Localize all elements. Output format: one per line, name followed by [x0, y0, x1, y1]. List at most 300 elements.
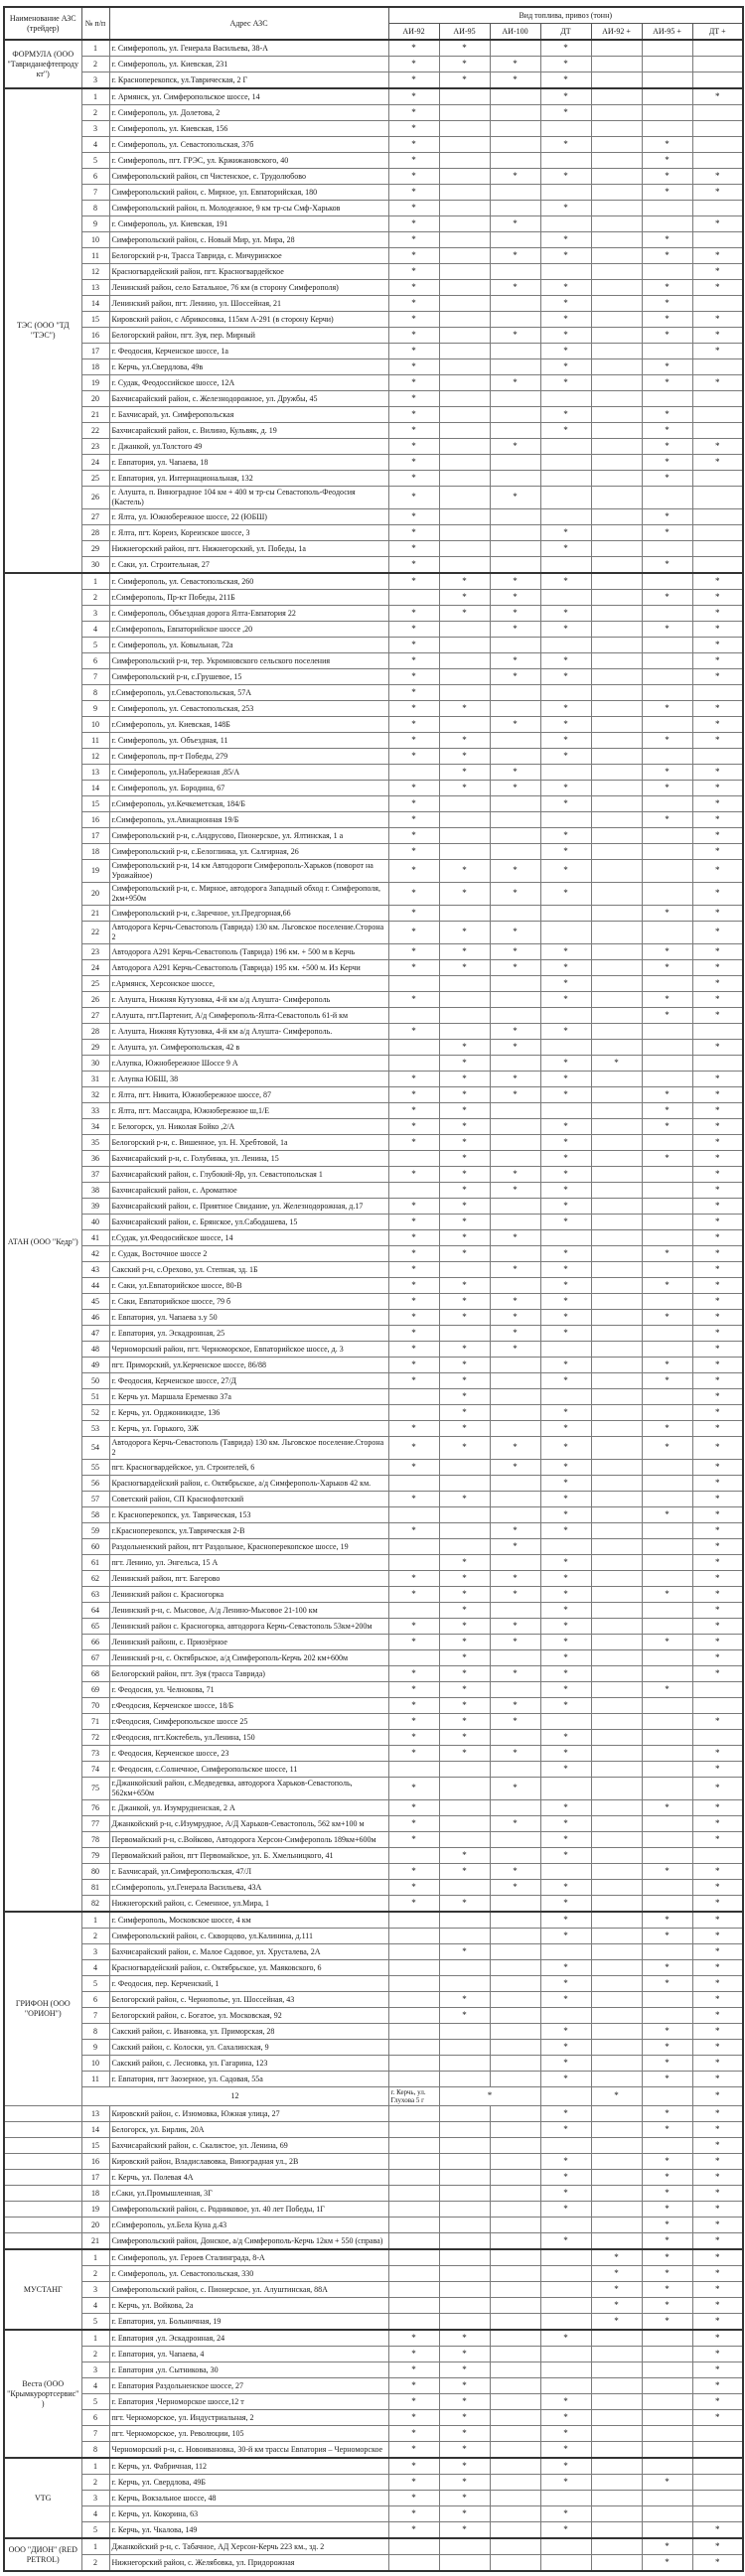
fuel-mark — [591, 922, 642, 944]
station-row-number: 4 — [81, 622, 109, 638]
fuel-mark — [692, 2491, 743, 2506]
fuel-mark — [388, 2282, 439, 2298]
fuel-mark — [388, 1151, 439, 1167]
fuel-mark: * — [439, 57, 490, 72]
fuel-mark: * — [439, 1373, 490, 1389]
fuel-mark — [642, 1714, 692, 1730]
fuel-mark: * — [439, 1199, 490, 1215]
fuel-mark: * — [642, 328, 692, 344]
fuel-mark — [439, 216, 490, 232]
fuel-mark: * — [692, 439, 743, 455]
table-row — [4, 1539, 743, 1555]
table-row — [4, 1762, 743, 1778]
fuel-mark — [591, 344, 642, 359]
fuel-mark — [591, 201, 642, 216]
station-row-number: 18 — [81, 359, 109, 375]
station-address: Автодорога А291 Керчь-Севастополь (Таврида) 196 км. + 500 м в Керчь — [109, 944, 388, 960]
fuel-mark: * — [388, 423, 439, 439]
station-address: г. Керчь, ул. Горького, 3Ж — [109, 1421, 388, 1437]
fuel-mark — [642, 749, 692, 765]
fuel-mark — [591, 1619, 642, 1635]
fuel-mark — [439, 471, 490, 487]
fuel-mark: * — [642, 1437, 692, 1460]
fuel-mark — [490, 2122, 540, 2138]
station-address: г. Джанкой, ул. Изумрудненская, 2 А — [109, 1800, 388, 1816]
fuel-mark: * — [692, 653, 743, 669]
fuel-mark — [490, 1603, 540, 1619]
fuel-mark: * — [439, 2362, 490, 2378]
fuel-mark — [692, 57, 743, 72]
table-row — [4, 2506, 743, 2522]
fuel-mark: * — [388, 2522, 439, 2539]
fuel-mark — [642, 2138, 692, 2154]
fuel-mark — [642, 1539, 692, 1555]
fuel-mark — [388, 2122, 439, 2138]
station-address: г. Красноперекопск, ул. Таврическая, 153 — [109, 1507, 388, 1523]
fuel-mark — [388, 1405, 439, 1421]
fuel-mark: * — [388, 2362, 439, 2378]
fuel-mark — [642, 606, 692, 622]
header-fuel-ai95: АИ-95 — [439, 24, 490, 41]
fuel-mark: * — [490, 573, 540, 590]
station-row-number: 69 — [81, 1682, 109, 1698]
fuel-mark — [540, 557, 591, 574]
station-address: г. Керчь ул. Маршала Еременко 37а — [109, 1389, 388, 1405]
table-row — [4, 2087, 743, 2106]
fuel-mark: * — [540, 749, 591, 765]
station-address: Красногвардейский район, с. Октябрьское, ул. Маяковского, 6 — [109, 1960, 388, 1976]
fuel-mark — [642, 1024, 692, 1040]
fuel-mark: * — [642, 2282, 692, 2298]
station-row-number: 76 — [81, 1800, 109, 1816]
table-row — [4, 487, 743, 509]
fuel-mark — [490, 2186, 540, 2202]
fuel-mark: * — [490, 328, 540, 344]
fuel-mark — [591, 1389, 642, 1405]
fuel-mark — [591, 2506, 642, 2522]
fuel-mark — [388, 2154, 439, 2170]
fuel-mark — [388, 765, 439, 781]
fuel-mark: * — [439, 573, 490, 590]
fuel-mark — [591, 169, 642, 185]
fuel-mark — [642, 1523, 692, 1539]
fuel-mark — [490, 1389, 540, 1405]
fuel-mark — [490, 638, 540, 653]
station-address: г. Евпатория ,ул. Эскадронная, 24 — [109, 2330, 388, 2347]
table-row — [4, 153, 743, 169]
fuel-mark — [490, 976, 540, 992]
table-row — [4, 828, 743, 844]
fuel-mark — [490, 2154, 540, 2170]
fuel-mark — [642, 1730, 692, 1746]
fuel-mark: * — [388, 1816, 439, 1832]
station-row-number: 24 — [81, 960, 109, 976]
fuel-mark: * — [642, 185, 692, 201]
fuel-mark — [490, 1682, 540, 1698]
fuel-mark: * — [388, 1230, 439, 1246]
fuel-mark: * — [692, 1405, 743, 1421]
fuel-mark: * — [490, 1072, 540, 1087]
fuel-mark — [490, 906, 540, 922]
fuel-mark — [439, 1960, 490, 1976]
table-row — [4, 2475, 743, 2491]
station-row-number: 49 — [81, 1358, 109, 1373]
fuel-mark: * — [692, 1373, 743, 1389]
table-row — [4, 2040, 743, 2056]
fuel-mark: * — [439, 2522, 490, 2539]
table-row — [4, 1230, 743, 1246]
fuel-mark — [642, 976, 692, 992]
station-address: г. Симферополь, ул. Киевская, 191 — [109, 216, 388, 232]
fuel-mark — [490, 2410, 540, 2426]
fuel-mark: * — [540, 423, 591, 439]
fuel-mark — [439, 638, 490, 653]
fuel-mark — [439, 509, 490, 525]
station-row-number: 1 — [81, 2330, 109, 2347]
fuel-mark: * — [490, 606, 540, 622]
station-address: Раздольненский район, пгт Раздольное, Красноперекопское шоссе, 19 — [109, 1539, 388, 1555]
fuel-mark: * — [692, 1087, 743, 1103]
fuel-mark: * — [540, 1476, 591, 1492]
fuel-mark: * — [540, 1246, 591, 1262]
fuel-mark — [490, 1848, 540, 1864]
fuel-mark: * — [540, 2330, 591, 2347]
fuel-mark: * — [540, 976, 591, 992]
fuel-mark — [540, 2362, 591, 2378]
fuel-mark — [692, 557, 743, 574]
table-row — [4, 1944, 743, 1960]
fuel-mark — [692, 296, 743, 312]
fuel-mark — [642, 1571, 692, 1587]
fuel-mark — [591, 264, 642, 280]
fuel-mark — [591, 137, 642, 153]
table-row — [4, 906, 743, 922]
table-row — [4, 1730, 743, 1746]
station-address: Белогорск, ул. Бирлик, 20А — [109, 2122, 388, 2138]
fuel-mark: * — [439, 1698, 490, 1714]
fuel-mark — [388, 1976, 439, 1992]
fuel-mark: * — [540, 57, 591, 72]
station-address: г. Евпатория Раздольненское шоссе, 27 — [109, 2378, 388, 2394]
table-row — [4, 2458, 743, 2475]
fuel-mark — [490, 541, 540, 557]
fuel-mark — [692, 1848, 743, 1864]
fuel-mark: * — [388, 391, 439, 407]
fuel-mark — [490, 1103, 540, 1119]
fuel-mark: * — [540, 1896, 591, 1913]
fuel-mark: * — [642, 1864, 692, 1880]
fuel-mark — [591, 2378, 642, 2394]
fuel-mark: * — [540, 2475, 591, 2491]
station-address: г.Саки, ул.Промышленная, 3Г — [109, 2186, 388, 2202]
station-address: Сакский район, с. Ивановка, ул. Приморская, 28 — [109, 2024, 388, 2040]
fuel-mark: * — [388, 1135, 439, 1151]
table-row — [4, 1864, 743, 1880]
fuel-mark: * — [388, 185, 439, 201]
table-row — [4, 1896, 743, 1913]
fuel-mark — [490, 992, 540, 1008]
fuel-mark — [591, 1421, 642, 1437]
station-row-number: 3 — [81, 2491, 109, 2506]
station-row-number: 68 — [81, 1666, 109, 1682]
fuel-mark — [490, 137, 540, 153]
fuel-mark — [540, 2491, 591, 2506]
station-address: г. Симферополь, ул. Киевская, 231 — [109, 57, 388, 72]
table-row — [4, 1358, 743, 1373]
fuel-mark — [490, 1405, 540, 1421]
header-address: Адрес АЗС — [109, 7, 388, 40]
station-row-number: 12 — [81, 264, 109, 280]
fuel-mark: * — [540, 201, 591, 216]
fuel-mark: * — [692, 1539, 743, 1555]
fuel-mark — [439, 1523, 490, 1539]
station-row-number: 82 — [81, 1896, 109, 1913]
fuel-mark: * — [692, 1762, 743, 1778]
fuel-mark: * — [388, 280, 439, 296]
fuel-mark: * — [439, 2008, 490, 2024]
station-row-number: 50 — [81, 1373, 109, 1389]
fuel-mark — [642, 2378, 692, 2394]
fuel-mark: * — [388, 685, 439, 701]
fuel-mark — [388, 2106, 439, 2122]
table-row — [4, 2170, 743, 2186]
fuel-mark — [490, 1992, 540, 2008]
fuel-mark: * — [540, 2458, 591, 2475]
fuel-mark — [490, 2330, 540, 2347]
fuel-mark — [490, 1476, 540, 1492]
fuel-mark: * — [388, 1698, 439, 1714]
company-name: ГРИФОН (ООО "ОРИОН") — [4, 1912, 81, 2106]
fuel-mark — [591, 2170, 642, 2186]
fuel-mark — [642, 1135, 692, 1151]
fuel-mark: * — [540, 232, 591, 248]
fuel-mark — [490, 2024, 540, 2040]
fuel-mark — [388, 2555, 439, 2572]
fuel-mark — [490, 1135, 540, 1151]
table-row — [4, 1603, 743, 1619]
fuel-mark — [490, 2522, 540, 2539]
fuel-mark: * — [692, 2314, 743, 2331]
fuel-mark — [591, 1024, 642, 1040]
fuel-mark: * — [540, 1698, 591, 1714]
fuel-mark: * — [388, 296, 439, 312]
fuel-mark — [642, 344, 692, 359]
table-row — [4, 1587, 743, 1603]
station-address: Кировский район, с. Изюмовка, Южная улица, 27 — [109, 2106, 388, 2122]
fuel-mark: * — [540, 88, 591, 105]
fuel-mark: * — [692, 1571, 743, 1587]
fuel-mark — [490, 749, 540, 765]
station-address: Ленинский р-н, с. Мысовое, А/д Ленино-Мысовое 21-100 км — [109, 1603, 388, 1619]
fuel-mark — [591, 1912, 642, 1929]
station-row-number: 3 — [81, 606, 109, 622]
table-row — [4, 1848, 743, 1864]
station-row-number: 3 — [81, 2282, 109, 2298]
fuel-mark — [490, 2394, 540, 2410]
fuel-mark: * — [692, 185, 743, 201]
fuel-mark: * — [439, 2442, 490, 2459]
fuel-mark — [540, 2538, 591, 2555]
fuel-mark: * — [388, 1682, 439, 1698]
fuel-mark — [642, 1619, 692, 1635]
company-name: ФОРМУЛА (ООО "Тавриданефтепродукт") — [4, 40, 81, 88]
fuel-mark: * — [388, 906, 439, 922]
fuel-mark — [439, 391, 490, 407]
station-row-number: 25 — [81, 976, 109, 992]
fuel-mark: * — [692, 2056, 743, 2072]
fuel-mark — [591, 1072, 642, 1087]
fuel-mark: * — [692, 2266, 743, 2282]
fuel-mark — [388, 1507, 439, 1523]
station-address: Ленинский район с. Красногорка, автодорога Керчь-Севастополь 53км+200м — [109, 1619, 388, 1635]
station-row-number: 17 — [81, 344, 109, 359]
station-row-number: 19 — [81, 375, 109, 391]
station-address: г. Керчь, ул. Чкалова, 149 — [109, 2522, 388, 2539]
fuel-mark — [490, 2442, 540, 2459]
fuel-mark: * — [439, 590, 490, 606]
table-row — [4, 2426, 743, 2442]
station-row-number: 13 — [81, 280, 109, 296]
fuel-mark — [490, 701, 540, 717]
fuel-mark — [692, 2458, 743, 2475]
table-row — [4, 2072, 743, 2087]
station-row-number: 3 — [81, 2362, 109, 2378]
station-row-number: 6 — [81, 2410, 109, 2426]
station-row-number: 2 — [81, 105, 109, 121]
fuel-mark: * — [540, 1167, 591, 1183]
fuel-mark: * — [692, 1603, 743, 1619]
fuel-mark — [439, 407, 490, 423]
fuel-mark: * — [540, 1730, 591, 1746]
fuel-mark: * — [490, 169, 540, 185]
fuel-mark — [591, 1167, 642, 1183]
table-row — [4, 1103, 743, 1119]
station-address: г. Симферополь, ул. Ковыльная, 72а — [109, 638, 388, 653]
fuel-mark — [490, 1960, 540, 1976]
fuel-mark — [591, 1460, 642, 1476]
fuel-mark — [490, 1358, 540, 1373]
station-address: г. Симферополь, пр-т Победы, 279 — [109, 749, 388, 765]
station-address: Бахчисарайский район, с. Малое Садовое, ул. Хрусталева, 2А — [109, 1944, 388, 1960]
table-row — [4, 541, 743, 557]
station-address: Бахчисарайский район, с. Брянское, ул.Сабодашева, 15 — [109, 1215, 388, 1230]
fuel-mark: * — [388, 169, 439, 185]
fuel-mark — [642, 2506, 692, 2522]
fuel-mark — [642, 922, 692, 944]
fuel-mark: * — [642, 1682, 692, 1698]
station-address: г. Ялта, пгт. Массандра, Южнобережное ш,1/Е — [109, 1103, 388, 1119]
fuel-mark — [540, 1778, 591, 1800]
fuel-mark — [591, 88, 642, 105]
fuel-mark — [439, 2072, 490, 2087]
fuel-mark: * — [692, 944, 743, 960]
fuel-mark — [388, 1650, 439, 1666]
fuel-mark: * — [540, 2506, 591, 2522]
fuel-mark: * — [388, 2506, 439, 2522]
table-row — [4, 201, 743, 216]
fuel-mark: * — [692, 2347, 743, 2362]
fuel-mark — [591, 1960, 642, 1976]
fuel-mark: * — [692, 1389, 743, 1405]
fuel-mark: * — [439, 1682, 490, 1698]
fuel-mark — [439, 153, 490, 169]
fuel-mark: * — [540, 2122, 591, 2138]
fuel-mark: * — [692, 2040, 743, 2056]
fuel-mark: * — [388, 2442, 439, 2459]
fuel-mark: * — [692, 344, 743, 359]
fuel-mark — [439, 1460, 490, 1476]
fuel-mark — [540, 812, 591, 828]
fuel-mark: * — [388, 638, 439, 653]
fuel-mark: * — [692, 2154, 743, 2170]
fuel-mark: * — [388, 2347, 439, 2362]
fuel-mark: * — [692, 906, 743, 922]
fuel-mark — [388, 1389, 439, 1405]
fuel-mark — [388, 2202, 439, 2218]
fuel-mark: * — [692, 1103, 743, 1119]
fuel-mark — [439, 828, 490, 844]
fuel-mark: * — [439, 2506, 490, 2522]
fuel-mark: * — [642, 1103, 692, 1119]
fuel-mark: * — [490, 1437, 540, 1460]
station-row-number: 21 — [81, 906, 109, 922]
company-name: МУСТАНГ — [4, 2249, 81, 2330]
fuel-mark: * — [692, 2522, 743, 2539]
fuel-mark — [591, 1119, 642, 1135]
fuel-mark: * — [692, 1896, 743, 1913]
table-row — [4, 2362, 743, 2378]
fuel-mark — [642, 72, 692, 89]
fuel-mark: * — [490, 1746, 540, 1762]
fuel-mark — [591, 1278, 642, 1294]
fuel-mark — [490, 1199, 540, 1215]
station-address: Ленинский район, село Батальное, 76 км (в сторону Симферополя) — [109, 280, 388, 296]
fuel-mark — [642, 638, 692, 653]
station-row-number: 48 — [81, 1342, 109, 1358]
fuel-mark — [540, 487, 591, 509]
fuel-mark: * — [439, 2347, 490, 2362]
station-address: г. Симферополь, ул. Героев Сталинграда, 8-А — [109, 2249, 388, 2266]
fuel-mark — [388, 1555, 439, 1571]
fuel-mark: * — [540, 1326, 591, 1342]
table-row — [4, 105, 743, 121]
fuel-mark — [591, 1944, 642, 1960]
fuel-mark — [388, 1762, 439, 1778]
fuel-mark: * — [388, 557, 439, 574]
fuel-mark — [642, 1880, 692, 1896]
fuel-mark: * — [490, 375, 540, 391]
fuel-mark — [591, 455, 642, 471]
station-row-number: 21 — [81, 407, 109, 423]
station-address: Бахчисарайский район, с. Железнодорожное, ул. Дружбы, 45 — [109, 391, 388, 407]
company-empty-cell — [4, 2154, 81, 2170]
fuel-mark: * — [642, 2249, 692, 2266]
fuel-mark: * — [642, 2186, 692, 2202]
station-row-number: 78 — [81, 1832, 109, 1848]
station-address: г. Феодосия, Керченское шоссе, 1а — [109, 344, 388, 359]
fuel-mark — [439, 121, 490, 137]
fuel-mark: * — [439, 1389, 490, 1405]
station-row-number: 18 — [81, 2186, 109, 2202]
fuel-mark — [591, 606, 642, 622]
fuel-mark: * — [490, 1326, 540, 1342]
fuel-mark: * — [692, 2170, 743, 2186]
station-row-number: 16 — [81, 328, 109, 344]
fuel-mark — [591, 1762, 642, 1778]
fuel-mark: * — [388, 1421, 439, 1437]
fuel-mark — [439, 88, 490, 105]
station-address: Первомайский р-н, с.Войково, Автодорога Херсон-Симферополь 189км+600м — [109, 1832, 388, 1848]
